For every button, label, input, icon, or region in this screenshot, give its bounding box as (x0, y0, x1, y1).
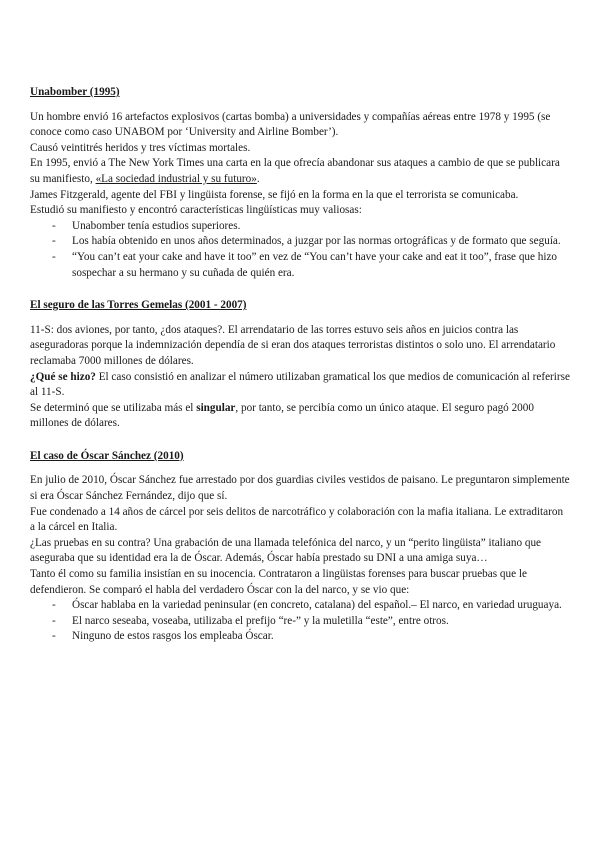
list-item-text: Óscar hablaba en la variedad peninsular (en concreto, catalana) del español.– El narco, en variedad uruguaya. (72, 599, 562, 612)
paragraph: En julio de 2010, Óscar Sánchez fue arrestado por dos guardias civiles vestidos de paisano. Le preguntaron simplemente si era Óscar Sánchez Fernández, dijo que sí. (30, 474, 570, 503)
paragraph-text: El caso consistió en analizar el número utilizaban gramatical los que medios de comunicación al referirse al 11-S. (30, 370, 570, 399)
list-item-text: Ninguno de estos rasgos los empleaba Óscar. (72, 630, 274, 643)
bullet-dash: - (52, 235, 56, 248)
bold-question: ¿Qué se hizo? (30, 370, 96, 383)
manifesto-link[interactable]: «La sociedad industrial y su futuro» (95, 172, 257, 185)
section-heading: El caso de Óscar Sánchez (2010) (30, 449, 184, 462)
section-heading: El seguro de las Torres Gemelas (2001 - 2007) (30, 299, 247, 312)
bullet-list (30, 219, 570, 281)
bullet-dash: - (52, 630, 56, 643)
bullet-list (30, 598, 570, 645)
list-item-text: Los había obtenido en unos años determinados, a juzgar por las normas ortográficas y de formato que seguía. (72, 235, 561, 248)
paragraph (30, 401, 570, 432)
paragraph-text: Se determinó que se utilizaba más el (30, 401, 197, 414)
list-item-text: Unabomber tenía estudios superiores. (72, 219, 241, 232)
document-page (30, 85, 570, 662)
bullet-dash: - (52, 250, 56, 263)
paragraph: Fue condenado a 14 años de cárcel por seis delitos de narcotráfico y colaboración con la mafia italiana. Le extraditaron a la cárcel en Italia. (30, 505, 564, 534)
section-heading: Unabomber (1995) (30, 86, 120, 98)
section-torres-gemelas (30, 298, 570, 432)
list-item-text: El narco seseaba, voseaba, utilizaba el prefijo “re-” y la muletilla “este”, entre otros. (72, 614, 449, 627)
paragraph: Un hombre envió 16 artefactos explosivos (cartas bomba) a universidades y compañías aéreas entre 1978 y 1995 (se conoce como caso UNABOM por ‘University and Airline Bomber’). (30, 110, 551, 139)
bold-term: singular (196, 401, 236, 414)
paragraph: James Fitzgerald, agente del FBI y lingüista forense, se fijó en la forma en la que el terrorista se comunicaba. (30, 188, 519, 201)
bullet-dash: - (52, 614, 56, 627)
list-item (30, 250, 570, 281)
list-item (30, 234, 570, 250)
paragraph-text: . (256, 172, 260, 185)
section-unabomber (30, 85, 570, 281)
section-oscar-sanchez (30, 449, 570, 645)
bullet-dash: - (52, 219, 56, 232)
paragraph: 11-S: dos aviones, por tanto, ¿dos ataques?. El arrendatario de las torres estuvo seis años en juicios contra las aseguradoras porque la indemnización dependía de si eran dos ataques terroristas distintos o solo uno. El arrendatario reclamaba 7000 millones de dólares. (30, 323, 556, 367)
paragraph: ¿Las pruebas en su contra? Una grabación de una llamada telefónica del narco, y un “perito lingüista” italiano que aseguraba que su identidad era la de Óscar. Además, Óscar había prestado su DNI a una amiga suya… (30, 536, 541, 565)
list-item (30, 598, 570, 614)
list-item (30, 614, 570, 630)
list-item (30, 629, 570, 645)
paragraph (30, 370, 570, 401)
list-item-text: “You can’t eat your cake and have it too” en vez de “You can’t have your cake and eat it too”, frase que hizo sospechar a su hermano y su cuñada de quién era. (72, 250, 558, 279)
paragraph-text: , por tanto, se percibía como un único ataque. El seguro pagó 2000 millones de dólares. (30, 401, 534, 430)
paragraph: Causó veintitrés heridos y tres víctimas mortales. (30, 141, 251, 154)
paragraph (30, 156, 570, 187)
paragraph: Estudió su manifiesto y encontró características lingüísticas muy valiosas: (30, 204, 362, 217)
bullet-dash: - (52, 599, 56, 612)
list-item (30, 219, 570, 235)
paragraph: Tanto él como su familia insistían en su inocencia. Contrataron a lingüistas forenses para buscar pruebas que le defendieron. Se comparó el habla del verdadero Óscar con la del narco, y se vio que: (30, 568, 527, 596)
paragraph-text: En 1995, envió a The New York Times una carta en la que ofrecía abandonar sus ataques a cambio de que se publicara su manifiesto, (30, 157, 560, 185)
